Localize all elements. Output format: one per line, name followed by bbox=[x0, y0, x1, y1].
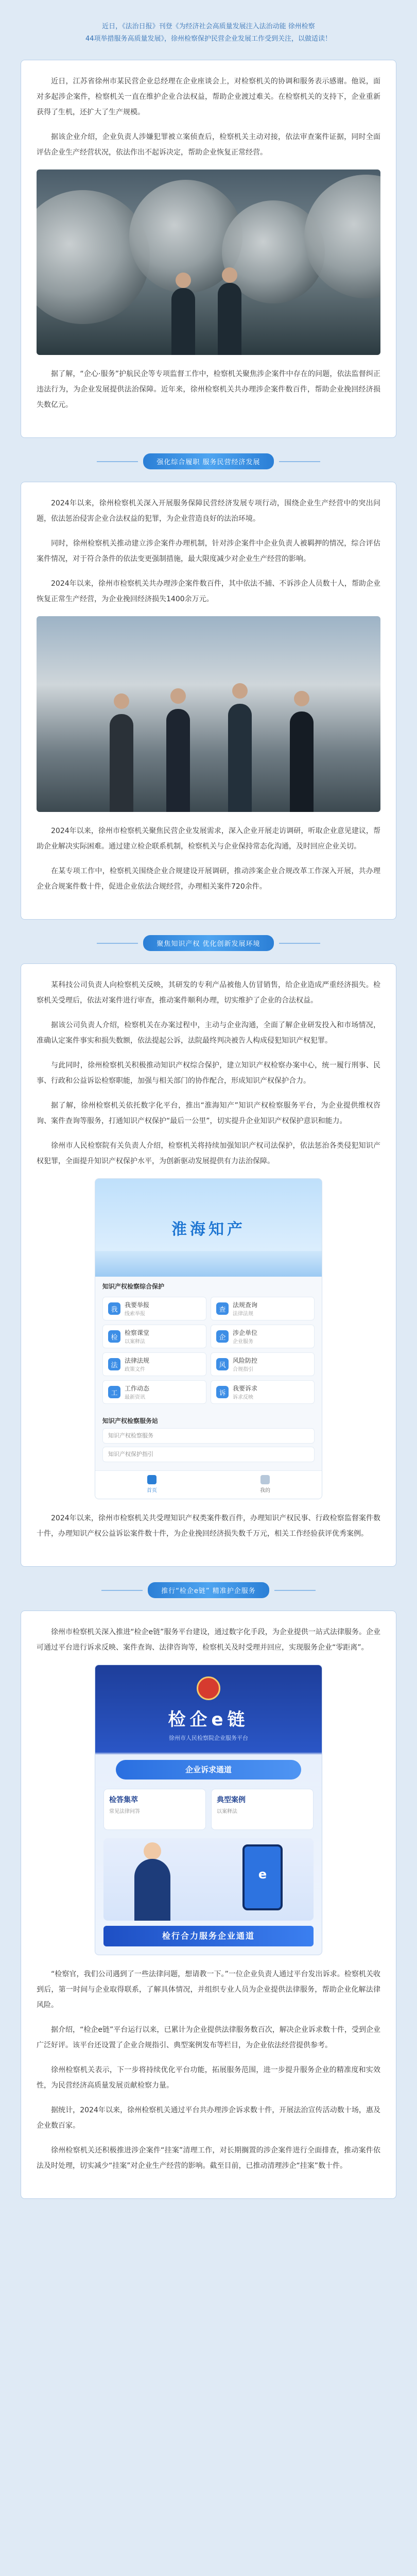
figure-head bbox=[144, 1842, 161, 1860]
section-heading bbox=[21, 1582, 396, 1598]
tile-title: 工作动态 bbox=[125, 1385, 150, 1392]
tile-label bbox=[233, 1300, 257, 1317]
tile-sub: 合规指引 bbox=[233, 1367, 253, 1372]
skyline-illustration bbox=[95, 1251, 322, 1277]
section-heading-label: 推行“检企e链” 精准护企服务 bbox=[148, 1582, 269, 1598]
paragraph: 同时，徐州检察机关推动建立涉企案件办理机制，针对涉企案件中企业负责人被羁押的情况，综合评估案件情况，对于符合条件的依法变更强制措施，最大限度减少对企业生产经营的影响。 bbox=[37, 539, 380, 563]
tile-sub: 法律法规 bbox=[233, 1311, 253, 1317]
app-tile[interactable] bbox=[102, 1380, 206, 1404]
visit-photo bbox=[37, 616, 380, 812]
paragraph: 徐州检察机关表示，下一步将持续优化平台功能，拓展服务范围，进一步提升服务企业的精准度和实效性，为民营经济高质量发展贡献检察力量。 bbox=[37, 2066, 380, 2090]
paragraph: 徐州市人民检察院有关负责人介绍，检察机关将持续加强知识产权司法保护，依法惩治各类侵犯知识产权犯罪，全面提升知识产权保护水平，为创新驱动发展提供有力法治保障。 bbox=[37, 1142, 380, 1165]
app-tile[interactable] bbox=[211, 1352, 315, 1376]
tile-sub: 最新资讯 bbox=[125, 1395, 145, 1400]
app-tile[interactable] bbox=[102, 1297, 206, 1320]
tile-sub: 线索举报 bbox=[125, 1311, 145, 1317]
tile-icon: 查 bbox=[216, 1302, 229, 1315]
tile-label bbox=[233, 1384, 257, 1400]
paragraph: 某科技公司负责人向检察机关反映，其研发的专利产品被他人仿冒销售，给企业造成严重经济损失。检察机关受理后，依法对案件进行审查，推动案件顺利办理，切实维护了企业的合法权益。 bbox=[37, 981, 380, 1005]
paragraph: 与此同时，徐州检察机关积极推动知识产权综合保护，建立知识产权检察办案中心，统一履行刑事、民事、行政和公益诉讼检察职能，加强与相关部门的协作配合，形成知识产权保护合力。 bbox=[37, 1061, 380, 1085]
paragraph: 据该企业介绍，企业负责人涉嫌犯罪被立案侦查后，检察机关主动对接，依法审查案件证据，同时全面评估企业生产经营状况，依法作出不起诉决定，帮助企业恢复正常经营。 bbox=[37, 133, 380, 157]
paragraph: 在某专项工作中，检察机关围绕企业合规建设开展调研，推动涉案企业合规改革工作深入开展，共办理企业合规案件数十件，促进企业依法合规经营，办理相关案件720余件。 bbox=[37, 867, 380, 891]
case-card[interactable] bbox=[211, 1789, 314, 1830]
tile-title: 涉企单位 bbox=[233, 1329, 258, 1336]
home-icon bbox=[147, 1475, 157, 1484]
tab-home[interactable] bbox=[147, 1475, 157, 1494]
factory-photo bbox=[37, 170, 380, 355]
paragraph: 徐州市检察机关深入推进“检企e链”服务平台建设，通过数字化手段，为企业提供一站式法律服务。企业可通过平台进行诉求反映、案件查询、法律咨询等，检察机关及时受理并回应，实现服务企业“零距离”。 bbox=[37, 1628, 380, 1652]
card-title: 典型案例 bbox=[217, 1796, 246, 1804]
list-item[interactable]: 知识产权检察服务 bbox=[102, 1428, 315, 1444]
echain-title: 检企e链 bbox=[168, 1709, 249, 1730]
procuratorate-emblem-icon bbox=[197, 1676, 220, 1700]
paragraph: 据统计，2024年以来，徐州检察机关通过平台共办理涉企诉求数十件，开展法治宣传活动数十场，惠及企业数百家。 bbox=[37, 2106, 380, 2130]
tile-title: 风险防控 bbox=[233, 1357, 258, 1364]
tile-sub: 诉求反映 bbox=[233, 1395, 253, 1400]
tile-label bbox=[125, 1300, 149, 1317]
tile-icon: 诉 bbox=[216, 1386, 229, 1398]
list-item[interactable]: 知识产权保护指引 bbox=[102, 1447, 315, 1462]
app-tile[interactable] bbox=[211, 1380, 315, 1404]
paragraph: 据了解，徐州检察机关依托数字化平台，推出“淮海知产”知识产权检察服务平台，为企业提供维权咨询、案件查询等服务，打通知识产权保护“最后一公里”，切实提升企业知识产权保护意识和能力。 bbox=[37, 1101, 380, 1125]
paragraph: 2024年以来，徐州市检察机关共办理涉企案件数百件，其中依法不捕、不诉涉企人员数十人，帮助企业恢复正常生产经营，为企业挽回经济损失1400余万元。 bbox=[37, 580, 380, 603]
tile-title: 我要诉求 bbox=[233, 1385, 258, 1392]
paragraph: 2024年以来，徐州市检察机关聚焦民营企业发展需求，深入企业开展走访调研，听取企业意见建议，帮助企业解决实际困难。通过建立检企联系机制，检察机关与企业保持常态化沟通，及时回应企业关切。 bbox=[37, 827, 380, 851]
tile-title: 法规查询 bbox=[233, 1301, 258, 1309]
echain-card-row bbox=[95, 1785, 322, 1834]
app-tabbar bbox=[95, 1470, 322, 1499]
tile-icon: 检 bbox=[108, 1330, 120, 1343]
tile-label bbox=[233, 1328, 257, 1345]
tile-sub: 政策文件 bbox=[125, 1367, 145, 1372]
tab-mine[interactable] bbox=[260, 1475, 270, 1494]
user-icon bbox=[260, 1475, 270, 1484]
echain-footer-banner[interactable]: 检行合力服务企业通道 bbox=[103, 1926, 314, 1946]
intro-line: 44项举措服务高质量发展》，徐州检察保护民营企业发展工作受到关注，以做适读！ bbox=[85, 35, 332, 43]
tab-label: 首页 bbox=[147, 1488, 157, 1494]
app-list bbox=[95, 1428, 322, 1470]
article-card bbox=[21, 60, 396, 438]
section-heading-label: 聚焦知识产权 优化创新发展环境 bbox=[143, 935, 273, 951]
paragraph: “检察官，我们公司遇到了一些法律问题，想请教一下。”一位企业负责人通过平台发出诉求。检察机关收到后，第一时间与企业取得联系，了解具体情况，并组织专业人员为企业提供法律服务，帮助企业化解法律风险。 bbox=[37, 1970, 380, 2009]
intro bbox=[21, 21, 396, 60]
tile-title: 法律法规 bbox=[125, 1357, 150, 1364]
paragraph: 2024年以来，徐州检察机关深入开展服务保障民营经济发展专项行动，围绕企业生产经营中的突出问题，依法惩治侵害企业合法权益的犯罪，为企业营造良好的法治环境。 bbox=[37, 499, 380, 523]
section-heading-label: 强化综合履职 服务民营经济发展 bbox=[143, 453, 273, 469]
section-heading bbox=[21, 935, 396, 951]
ip-service-app-screenshot bbox=[95, 1178, 322, 1499]
tile-label bbox=[125, 1356, 149, 1372]
article-card bbox=[21, 1611, 396, 2199]
app-list-label: 知识产权检察服务站 bbox=[102, 1417, 159, 1425]
paragraph: 徐州检察机关还积极推进涉企案件“挂案”清理工作，对长期搁置的涉企案件进行全面排查，推动案件依法及时处理，切实减少“挂案”对企业生产经营的影响。截至目前，已推动清理涉企“挂案”数十件。 bbox=[37, 2146, 380, 2170]
article-card bbox=[21, 482, 396, 920]
app-tile[interactable] bbox=[102, 1352, 206, 1376]
article-card bbox=[21, 963, 396, 1567]
tile-icon: 企 bbox=[216, 1330, 229, 1343]
echain-subtitle: 徐州市人民检察院企业服务平台 bbox=[169, 1734, 248, 1741]
article-page bbox=[0, 21, 417, 2232]
app-banner bbox=[95, 1179, 322, 1277]
tile-icon: 我 bbox=[108, 1302, 120, 1315]
app-service-grid bbox=[95, 1294, 322, 1411]
figure-body bbox=[134, 1859, 170, 1921]
app-tile[interactable] bbox=[211, 1297, 315, 1320]
prosecutor-illustration bbox=[103, 1838, 314, 1921]
tile-icon: 法 bbox=[108, 1358, 120, 1370]
app-tile[interactable] bbox=[102, 1325, 206, 1348]
paragraph: 据该公司负责人介绍，检察机关在办案过程中，主动与企业沟通，全面了解企业研发投入和市场情况，准确认定案件事实和损失数额，依法提起公诉，法院最终判决被告人构成侵犯知识产权犯罪。 bbox=[37, 1021, 380, 1045]
tile-label bbox=[233, 1356, 257, 1372]
tile-icon: 工 bbox=[108, 1386, 120, 1398]
tile-icon: 风 bbox=[216, 1358, 229, 1370]
app-tile[interactable] bbox=[211, 1325, 315, 1348]
tile-sub: 企业服务 bbox=[233, 1339, 253, 1345]
intro-line: 近日，《法治日报》刊登《为经济社会高质量发展注入法治动能 徐州检察 bbox=[102, 23, 315, 30]
echain-app-screenshot bbox=[95, 1665, 322, 1955]
paragraph: 近日，江苏省徐州市某民营企业总经理在企业座谈会上，对检察机关的协调和服务表示感谢。他说，面对多起涉企案件，检察机关一直在维护企业合法权益，帮助企业渡过难关。在检察机关的支持下，企业重新获得了生机，还扩大了生产规模。 bbox=[37, 77, 380, 116]
card-subtitle: 常见法律问答 bbox=[109, 1809, 140, 1815]
paragraph: 据介绍，“检企e链”平台运行以来，已累计为企业提供法律服务数百次，解决企业诉求数十件，受到企业广泛好评。该平台还设置了企业合规指引、典型案例发布等栏目，为企业依法经营提供参考。 bbox=[37, 2026, 380, 2049]
card-title: 检答集萃 bbox=[109, 1796, 138, 1804]
app-banner-title: 淮海知产 bbox=[171, 1221, 246, 1239]
section-heading bbox=[21, 453, 396, 469]
tile-label bbox=[125, 1384, 149, 1400]
tile-sub: 以案释法 bbox=[125, 1339, 145, 1345]
card-subtitle: 以案释法 bbox=[217, 1809, 237, 1815]
paragraph: 2024年以来，徐州市检察机关共受理知识产权类案件数百件，办理知识产权民事、行政检察监督案件数十件，办理知识产权公益诉讼案件数十件，为企业挽回经济损失数千万元，相关工作经验获评优秀案例。 bbox=[37, 1514, 380, 1538]
tile-title: 我要举报 bbox=[125, 1301, 150, 1309]
enterprise-appeal-button[interactable]: 企业诉求通道 bbox=[116, 1760, 301, 1780]
app-section-label: 知识产权检察综合保护 bbox=[102, 1283, 165, 1290]
paragraph: 据了解，“企心·服务”护航民企等专项监督工作中，检察机关聚焦涉企案件中存在的问题，依法监督纠正违法行为，为企业发展提供法治保障。近年来，徐州检察机关共办理涉企案件数百件，帮助企业挽回经济损失数亿元。 bbox=[37, 370, 380, 409]
tile-title: 检察课堂 bbox=[125, 1329, 150, 1336]
qa-card[interactable] bbox=[103, 1789, 206, 1830]
tab-label: 我的 bbox=[260, 1488, 270, 1494]
phone-text: e bbox=[258, 1867, 267, 1882]
echain-header bbox=[95, 1665, 322, 1753]
tile-label bbox=[125, 1328, 149, 1345]
phone-icon bbox=[242, 1844, 283, 1910]
